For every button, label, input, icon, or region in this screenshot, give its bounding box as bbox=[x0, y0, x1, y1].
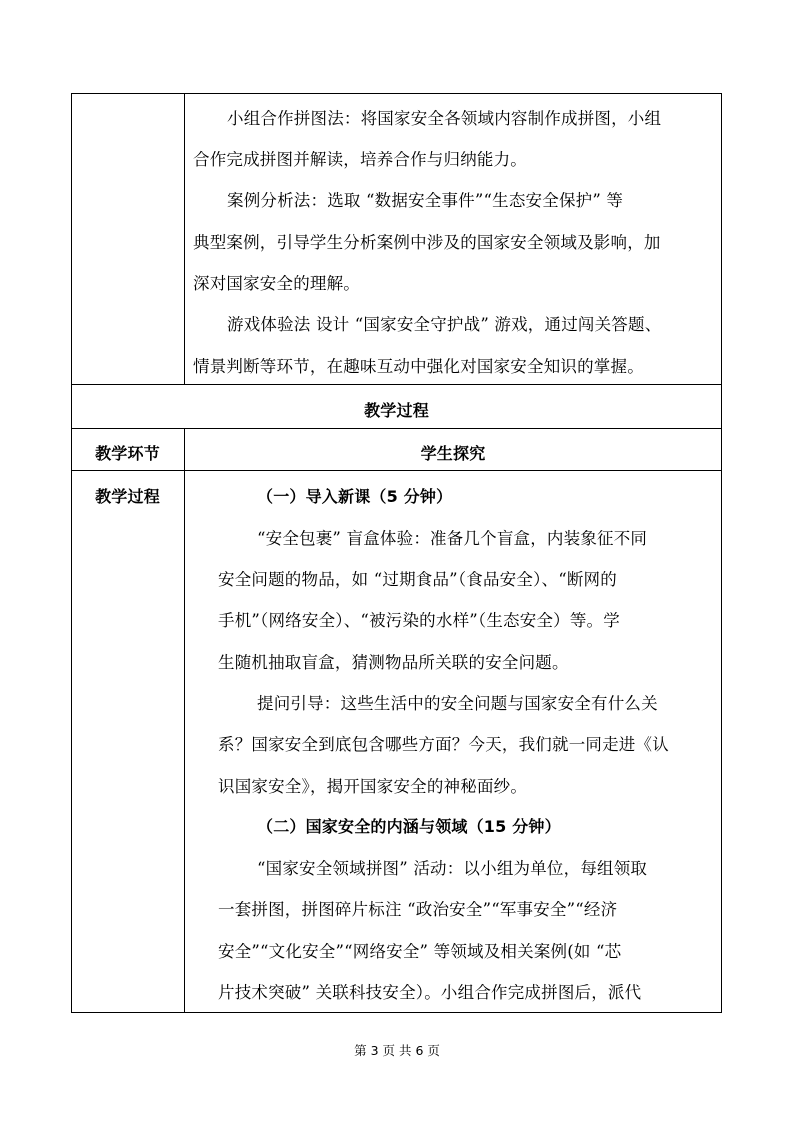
method-text-line: 游戏体验法 设计 “国家安全守护战” 游戏，通过闯关答题、 bbox=[227, 315, 662, 334]
page-footer: 第 3 页 共 6 页 bbox=[354, 1043, 440, 1058]
table-row-divider bbox=[71, 428, 722, 429]
process-text-line: 片技术突破” 关联科技安全）。小组合作完成拼图后，派代 bbox=[218, 983, 642, 1002]
row-label: 教学过程 bbox=[95, 487, 160, 506]
process-text-line: 一套拼图，拼图碎片标注 “政治安全”“军事安全”“经济 bbox=[218, 900, 618, 919]
table-border-left bbox=[71, 93, 72, 1013]
process-text-line: 提问引导：这些生活中的安全问题与国家安全有什么关 bbox=[257, 694, 658, 713]
process-text-line: 安全问题的物品，如 “过期食品”（食品安全）、“断网的 bbox=[218, 570, 617, 589]
table-column-divider bbox=[184, 93, 185, 384]
method-text-line: 典型案例，引导学生分析案例中涉及的国家安全领域及影响，加 bbox=[193, 233, 661, 252]
method-text-line: 合作完成拼图并解读，培养合作与归纳能力。 bbox=[193, 150, 527, 169]
process-text-line: 生随机抽取盲盒，猜测物品所关联的安全问题。 bbox=[218, 653, 569, 672]
column-header-left: 教学环节 bbox=[95, 444, 160, 463]
process-text-line: 手机”（网络安全）、“被污染的水样”（生态安全）等。学 bbox=[218, 611, 620, 630]
table-border-right bbox=[721, 93, 722, 1013]
process-text-line: 系？国家安全到底包含哪些方面？今天，我们就一同走进《认 bbox=[218, 735, 669, 754]
section-header: 教学过程 bbox=[364, 401, 429, 420]
method-text-line: 情景判断等环节，在趣味互动中强化对国家安全知识的掌握。 bbox=[193, 357, 644, 376]
table-column-divider bbox=[184, 428, 185, 1013]
process-heading: （一）导入新课（5 分钟） bbox=[257, 487, 453, 506]
process-text-line: 安全”“文化安全”“网络安全” 等领域及相关案例(如 “芯 bbox=[218, 942, 622, 961]
table-border-top bbox=[71, 93, 722, 94]
column-header-right: 学生探究 bbox=[420, 444, 486, 463]
table-border-bottom bbox=[71, 1012, 722, 1013]
lesson-plan-table bbox=[71, 93, 722, 1013]
process-text-line: “国家安全领域拼图” 活动：以小组为单位，每组领取 bbox=[257, 859, 648, 878]
method-text-line: 小组合作拼图法：将国家安全各领域内容制作成拼图，小组 bbox=[227, 109, 662, 128]
table-row-divider bbox=[71, 384, 722, 385]
method-text-line: 案例分析法：选取 “数据安全事件”“生态安全保护” 等 bbox=[227, 191, 624, 210]
process-text-line: “安全包裹” 盲盒体验：准备几个盲盒，内装象征不同 bbox=[257, 529, 648, 548]
method-text-line: 深对国家安全的理解。 bbox=[193, 274, 360, 293]
table-row-divider bbox=[71, 470, 722, 471]
process-text-line: 识国家安全》，揭开国家安全的神秘面纱。 bbox=[218, 777, 528, 796]
process-heading: （二）国家安全的内涵与领域（15 分钟） bbox=[257, 817, 561, 836]
